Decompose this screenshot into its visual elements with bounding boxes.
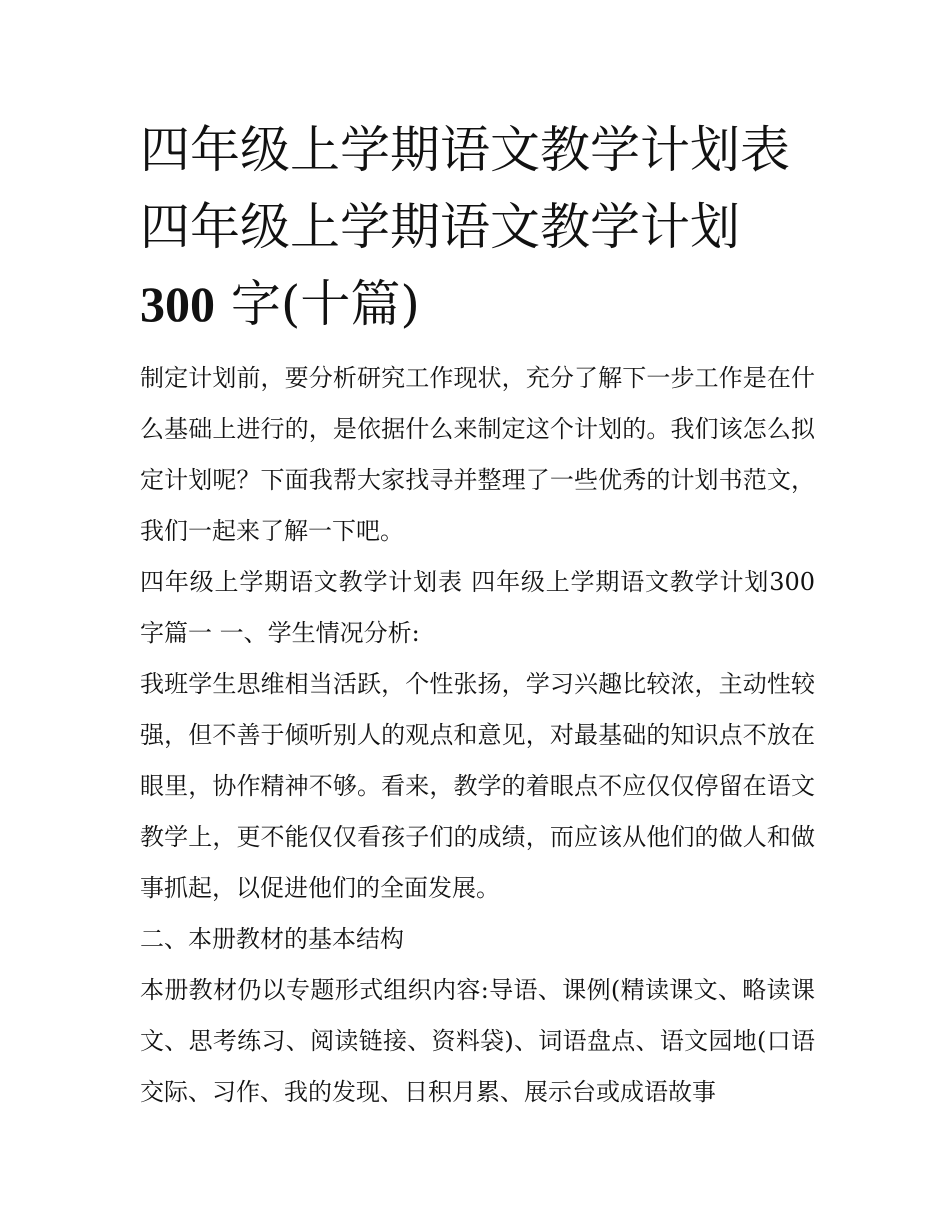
document-title (140, 112, 815, 343)
title-line-2: 四年级上学期语文教学计划 (140, 198, 740, 256)
document-body (140, 353, 815, 1118)
paragraph-textbook-structure: 本册教材仍以专题形式组织内容:导语、课例(精读课文、略读课文、思考练习、阅读链接、资料袋)、词语盘点、语文园地(口语交际、习作、我的发现、日积月累、展示台或成语故事 (140, 976, 815, 1106)
paragraph-heading-1: 四年级上学期语文教学计划表 四年级上学期语文教学计划300字篇一 一、学生情况分析: (140, 568, 815, 647)
title-line-1: 四年级上学期语文教学计划表 (140, 121, 790, 179)
paragraph-student-analysis: 我班学生思维相当活跃，个性张扬，学习兴趣比较浓，主动性较强，但不善于倾听别人的观点和意见，对最基础的知识点不放在眼里，协作精神不够。看来，教学的着眼点不应仅仅停留在语文教学上，更不能仅仅看孩子们的成绩，而应该从他们的做人和做事抓起，以促进他们的全面发展。 (140, 670, 815, 902)
title-number: 300 (140, 276, 215, 332)
paragraph-intro: 制定计划前，要分析研究工作现状，充分了解下一步工作是在什么基础上进行的，是依据什么来制定这个计划的。我们该怎么拟定计划呢？下面我帮大家找寻并整理了一些优秀的计划书范文，我们一起来了解一下吧。 (140, 364, 815, 545)
document-page (140, 112, 815, 1118)
title-line-3 (140, 266, 815, 343)
paragraph-heading-2: 二、本册教材的基本结构 (140, 925, 404, 953)
title-suffix: 字(十篇) (215, 275, 420, 333)
